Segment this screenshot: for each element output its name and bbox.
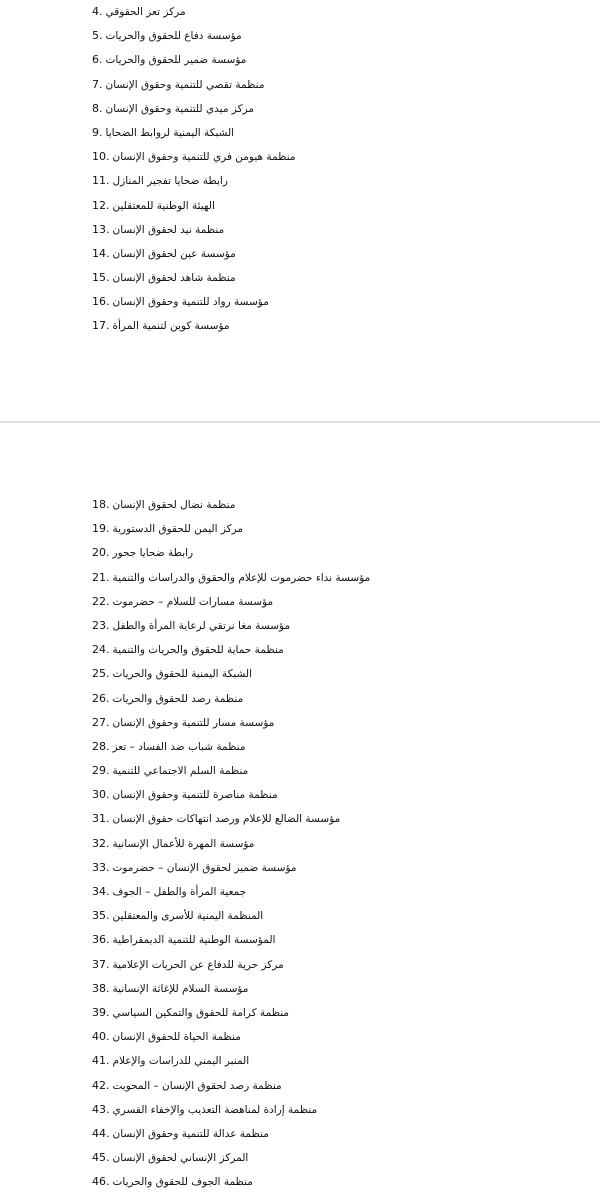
organization-name: مؤسسة مسارات للسلام – حضرموت [112,595,274,608]
list-item-number: 32. [92,836,110,850]
organization-name: منظمة إرادة لمناهضة التعذيب والإخفاء القسري [112,1103,318,1116]
list-item [0,541,600,565]
list-item [0,97,600,121]
list-item-number: 18. [92,498,110,511]
list-item [0,194,600,218]
list-item [0,314,600,338]
list-item-number: 43. [92,1102,110,1116]
list-item-number: 33. [92,860,110,874]
list-item-number: 40. [92,1030,110,1044]
document-page-1 [0,0,600,422]
organization-name: مؤسسة كوين لتنمية المرأة [112,320,230,333]
list-item-number: 10. [92,150,110,164]
organization-name: مؤسسة رواد للتنمية وحقوق الإنسان [112,296,269,309]
list-item [0,1122,600,1146]
list-item [0,614,600,638]
list-item [0,0,600,24]
organization-name: منظمة نيد لحقوق الإنسان [112,223,225,236]
list-item [0,566,600,590]
list-item-number: 16. [92,295,110,309]
list-item-row [92,880,246,904]
list-item-row [92,541,193,565]
organization-name: المؤسسة الوطنية للتنمية الديمقراطية [112,934,276,947]
organization-name: مركز اليمن للحقوق الدستورية [112,523,244,536]
organization-name: مؤسسة عين لحقوق الإنسان [112,247,236,260]
list-item [0,121,600,145]
list-item-row [92,807,340,831]
organization-name: جمعية المرأة والطفل – الجوف [112,886,247,898]
list-item [0,687,600,711]
list-item [0,493,600,517]
list-item-number: 15. [92,271,110,285]
list-item-row [92,1146,248,1170]
organization-name: مؤسسة المهرة للأعمال الإنسانية [112,837,255,850]
organization-name: المنظمة اليمنية للأسرى والمعتقلين [112,910,264,923]
list-item-row [92,290,269,314]
organization-name: المنبر اليمني للدراسات والإعلام [112,1055,250,1068]
organization-name: رابطة ضحايا تفجير المنازل [112,175,228,188]
list-item [0,904,600,928]
list-item-number: 31. [92,812,110,826]
list-item-number: 46. [92,1175,110,1189]
list-item-number: 34. [92,885,110,898]
list-item-number: 35. [92,909,110,923]
organization-name: منظمة تقصي للتنمية وحقوق الإنسان [105,78,265,91]
list-item-row [92,145,296,169]
organization-name: الشبكة اليمنية للحقوق والحريات [112,668,253,681]
organization-name: منظمة نضال لحقوق الإنسان [112,499,236,511]
list-item-row [92,1122,269,1146]
list-item-number: 27. [92,715,110,729]
list-item [0,48,600,72]
list-item-number: 24. [92,643,110,657]
organization-name: منظمة كرامة للحقوق والتمكين السياسي [112,1006,290,1019]
organization-list-page-1 [0,0,600,339]
list-item [0,711,600,735]
list-item-row [92,953,284,977]
organization-name: مؤسسة ضمير لحقوق الإنسان – حضرموت [112,861,297,874]
organization-name: منظمة هيومن فري للتنمية وحقوق الإنسان [112,151,296,164]
organization-name: مركز ميدي للتنمية وحقوق الإنسان [105,102,255,115]
list-item [0,832,600,856]
organization-name: منظمة عدالة للتنمية وحقوق الإنسان [112,1127,269,1140]
list-item-number: 38. [92,981,110,995]
list-item-number: 9. [92,125,103,139]
list-item-row [92,266,236,290]
list-item [0,977,600,1001]
organization-name: الهيئة الوطنية للمعتقلين [112,199,215,212]
list-item-row [92,662,252,686]
list-item-row [92,856,297,880]
list-item-number: 14. [92,246,110,260]
list-item [0,24,600,48]
organization-name: منظمة السلم الاجتماعي للتنمية [112,765,249,778]
list-item-row [92,590,273,614]
list-item [0,290,600,314]
list-item-row [92,711,274,735]
list-item-number: 44. [92,1126,110,1140]
list-item [0,1146,600,1170]
list-item [0,218,600,242]
organization-name: منظمة الحياة للحقوق الإنسان [112,1031,241,1044]
organization-name: مؤسسة نداء حضرموت للإعلام والحقوق والدراسات والتنمية [112,571,371,584]
organization-name: الشبكة اليمنية لروابط الضحايا [105,126,235,139]
organization-name: منظمة رصد لحقوق الإنسان – المحويت [112,1079,282,1092]
list-item-row [92,783,278,807]
organization-name: مؤسسة دفاع للحقوق والحريات [105,30,242,43]
list-item [0,807,600,831]
list-item-number: 4. [92,5,103,18]
list-item-number: 28. [92,739,110,753]
list-item-row [92,73,264,97]
organization-name: مؤسسة مغا نرتقي لرعاية المرأة والطفل [112,619,291,632]
list-item-number: 25. [92,667,110,681]
list-item-row [92,1001,289,1025]
list-item-number: 13. [92,222,110,236]
list-item-row [92,928,275,952]
list-item-row [92,24,242,48]
list-item-row [92,759,248,783]
organization-name: مركز تعز الحقوقي [105,6,186,18]
list-item [0,759,600,783]
list-item-number: 17. [92,319,110,333]
list-item [0,517,600,541]
list-item-row [92,1074,282,1098]
list-item [0,735,600,759]
list-item [0,638,600,662]
organization-name: منظمة الجوف للحقوق والحريات [112,1176,253,1189]
organization-name: مؤسسة الضالع للإعلام ورصد انتهاكات حقوق الإنسان [112,813,341,826]
list-item-row [92,517,243,541]
organization-name: منظمة مناصرة للتنمية وحقوق الإنسان [112,789,278,802]
list-item [0,1170,600,1194]
list-item-number: 5. [92,29,103,43]
list-item-number: 12. [92,198,110,212]
list-item [0,590,600,614]
list-item-number: 45. [92,1151,110,1165]
list-item-row [92,904,263,928]
list-item-row [92,1098,317,1122]
list-item [0,662,600,686]
list-item [0,783,600,807]
list-item-row [92,314,230,338]
document-page-2 [0,423,600,1200]
list-item-row [92,566,370,590]
list-item-number: 11. [92,174,110,188]
list-item [0,242,600,266]
organization-name: منظمة شباب ضد الفساد – تعز [112,740,246,753]
list-item-number: 6. [92,53,103,67]
list-item [0,1025,600,1049]
list-item-number: 39. [92,1005,110,1019]
list-item [0,880,600,904]
list-item [0,1001,600,1025]
list-item-number: 21. [92,570,110,584]
list-item-row [92,832,254,856]
list-item-row [92,977,248,1001]
organization-list-page-2 [0,493,600,1194]
organization-name: مؤسسة السلام للإغاثة الإنسانية [112,982,249,995]
list-item-row [92,218,224,242]
list-item-row [92,97,254,121]
list-item-number: 23. [92,618,110,632]
organization-name: منظمة حماية للحقوق والحريات والتنمية [112,644,284,657]
list-item-number: 26. [92,691,110,705]
list-item-number: 7. [92,77,103,91]
organization-name: رابطة ضحايا جحور [112,547,194,560]
organization-name: المركز الإنساني لحقوق الإنسان [112,1152,249,1165]
list-item-row [92,1049,249,1073]
list-item-number: 22. [92,594,110,608]
list-item-number: 41. [92,1054,110,1068]
list-item-row [92,1025,241,1049]
list-item-number: 30. [92,788,110,802]
list-item-row [92,493,235,517]
list-item [0,953,600,977]
list-item-row [92,687,243,711]
list-item-row [92,614,290,638]
list-item-row [92,48,246,72]
list-item [0,145,600,169]
list-item-row [92,638,284,662]
list-item-row [92,735,245,759]
list-item-number: 20. [92,546,110,560]
list-item-number: 36. [92,933,110,947]
list-item-number: 29. [92,764,110,778]
organization-name: منظمة رصد للحقوق والحريات [112,692,244,705]
list-item [0,928,600,952]
list-item-row [92,121,234,145]
list-item-row [92,169,228,193]
list-item [0,1098,600,1122]
list-item [0,169,600,193]
organization-name: منظمة شاهد لحقوق الإنسان [112,272,236,285]
list-item-number: 42. [92,1078,110,1092]
organization-name: مؤسسة مسار للتنمية وحقوق الإنسان [112,716,275,729]
list-item [0,73,600,97]
list-item-row [92,194,215,218]
list-item-row [92,0,186,24]
list-item-row [92,242,236,266]
organization-name: مركز حرية للدفاع عن الحريات الإعلامية [112,958,284,971]
list-item-number: 19. [92,522,110,536]
list-item [0,1049,600,1073]
list-item-number: 8. [92,101,103,115]
list-item-row [92,1170,253,1194]
list-item-number: 37. [92,957,110,971]
list-item [0,856,600,880]
list-item [0,1074,600,1098]
organization-name: مؤسسة ضمير للحقوق والحريات [105,54,247,67]
list-item [0,266,600,290]
